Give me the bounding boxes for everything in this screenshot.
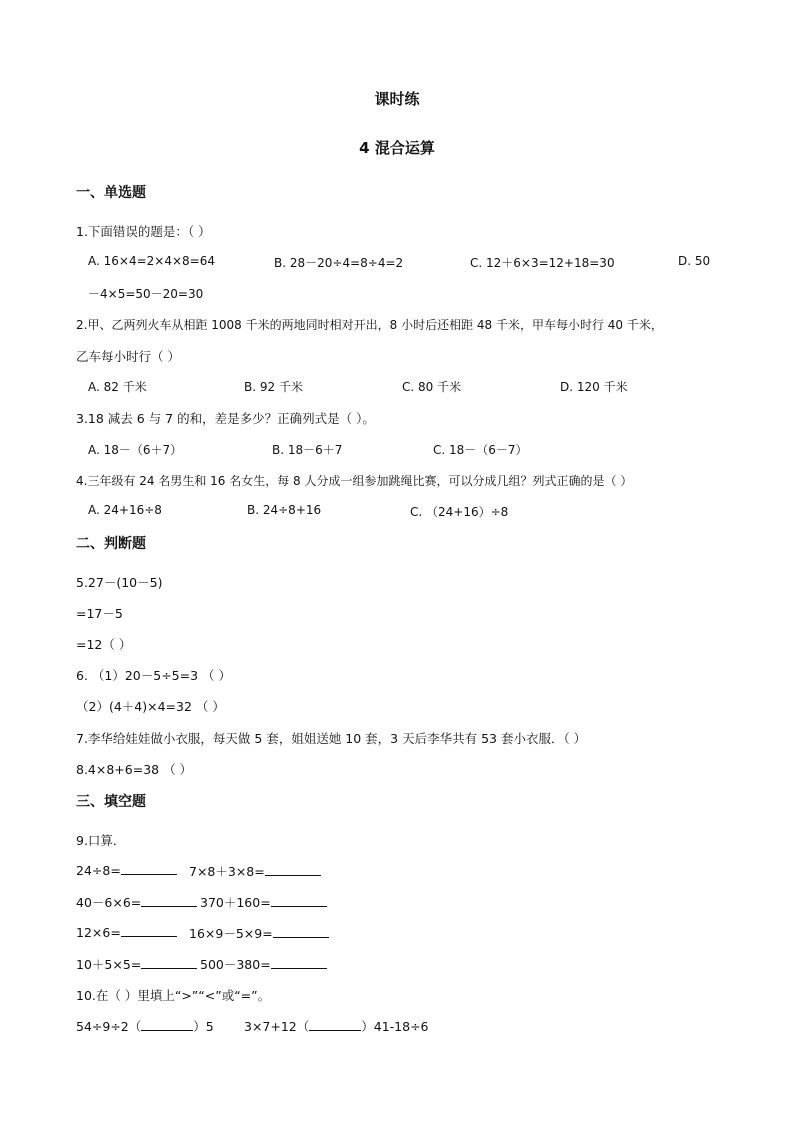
section-heading: 二、判断题: [76, 536, 146, 552]
question-6-line-1: 6. （1）20－5÷5=3 （ ）: [76, 668, 232, 683]
q2-option-d: D. 120 千米: [560, 380, 628, 394]
question-6-line-2: （2）(4＋4)×4=32 （ ）: [76, 699, 225, 714]
question-8: 8.4×8+6=38 （ ）: [76, 762, 193, 777]
calc-row: [76, 955, 197, 973]
compare-row: [244, 1017, 429, 1035]
answer-blank[interactable]: [141, 956, 197, 969]
compare-right: ）5: [193, 1019, 214, 1034]
question-2: 2.甲、乙两列火车从相距 1008 千米的两地同时相对开出，8 小时后还相距 48 千米，甲车每小时行 40 千米，: [76, 318, 663, 332]
q4-option-a: A. 24+16÷8: [88, 503, 162, 517]
page-subtitle: 4 混合运算: [359, 139, 435, 157]
calc-row: [200, 893, 327, 911]
question-1: 1.下面错误的题是：（ ）: [76, 224, 211, 239]
calc-row: [76, 924, 177, 940]
answer-blank[interactable]: [271, 894, 327, 907]
question-2-continued: 乙车每小时行（ ）: [76, 349, 180, 364]
calc-row: [189, 924, 329, 942]
q1-option-a: A. 16×4=2×4×8=64: [88, 254, 215, 268]
compare-row: [76, 1017, 214, 1035]
answer-blank[interactable]: [141, 1018, 193, 1031]
section-heading: 一、单选题: [76, 185, 146, 201]
q1-option-d: D. 50: [678, 254, 711, 268]
answer-blank[interactable]: [271, 956, 327, 969]
calc-expression: 370＋160=: [200, 895, 271, 910]
calc-row: [189, 862, 321, 880]
q3-option-b: B. 18－6＋7: [272, 443, 343, 457]
question-3: 3.18 减去 6 与 7 的和，差是多少？正确列式是（ ）。: [76, 411, 375, 426]
calc-expression: 12×6=: [76, 925, 121, 940]
answer-blank[interactable]: [273, 925, 329, 938]
answer-blank[interactable]: [141, 894, 197, 907]
q3-option-a: A. 18－（6＋7）: [88, 443, 183, 457]
q1-option-b: B. 28－20÷4=8÷4=2: [274, 256, 404, 270]
answer-blank[interactable]: [309, 1018, 361, 1031]
q1-option-c: C. 12＋6×3=12+18=30: [470, 256, 615, 270]
calc-row: [200, 955, 327, 973]
calc-expression: 10＋5×5=: [76, 957, 142, 972]
compare-right: ）41-18÷6: [361, 1019, 429, 1034]
q2-option-c: C. 80 千米: [402, 380, 462, 394]
calc-expression: 40－6×6=: [76, 895, 142, 910]
answer-blank[interactable]: [121, 862, 177, 875]
q3-option-c: C. 18－（6－7）: [433, 443, 528, 457]
question-4: 4.三年级有 24 名男生和 16 名女生，每 8 人分成一组参加跳绳比赛，可以分成几组？列式正确的是（ ）: [76, 474, 633, 488]
page-title: 课时练: [374, 90, 420, 108]
answer-blank[interactable]: [121, 924, 177, 937]
calc-expression: 500－380=: [200, 957, 271, 972]
q2-option-a: A. 82 千米: [88, 380, 147, 394]
q2-option-b: B. 92 千米: [244, 380, 303, 394]
calc-expression: 7×8＋3×8=: [189, 864, 265, 879]
answer-blank[interactable]: [265, 863, 321, 876]
calc-row: [76, 862, 177, 878]
question-5-line-2: =17－5: [76, 606, 123, 621]
calc-expression: 24÷8=: [76, 863, 121, 878]
q1-option-d-continued: －4×5=50－20=30: [88, 287, 204, 301]
calc-row: [76, 893, 197, 911]
question-5-line-1: 5.27－(10－5): [76, 575, 163, 590]
compare-left: 54÷9÷2（: [76, 1019, 142, 1034]
question-10: 10.在（ ）里填上“>”“<”或“=”。: [76, 988, 271, 1003]
compare-left: 3×7+12（: [244, 1019, 310, 1034]
q4-option-b: B. 24÷8+16: [247, 503, 322, 517]
question-5-line-3: =12（ ）: [76, 637, 132, 652]
question-9: 9.口算．: [76, 833, 126, 848]
section-heading: 三、填空题: [76, 794, 146, 810]
q4-option-c: C. （24+16）÷8: [410, 505, 509, 519]
calc-expression: 16×9－5×9=: [189, 926, 273, 941]
question-7: 7.李华给娃娃做小衣服，每天做 5 套，姐姐送她 10 套，3 天后李华共有 53 套小衣服．（ ）: [76, 731, 587, 746]
